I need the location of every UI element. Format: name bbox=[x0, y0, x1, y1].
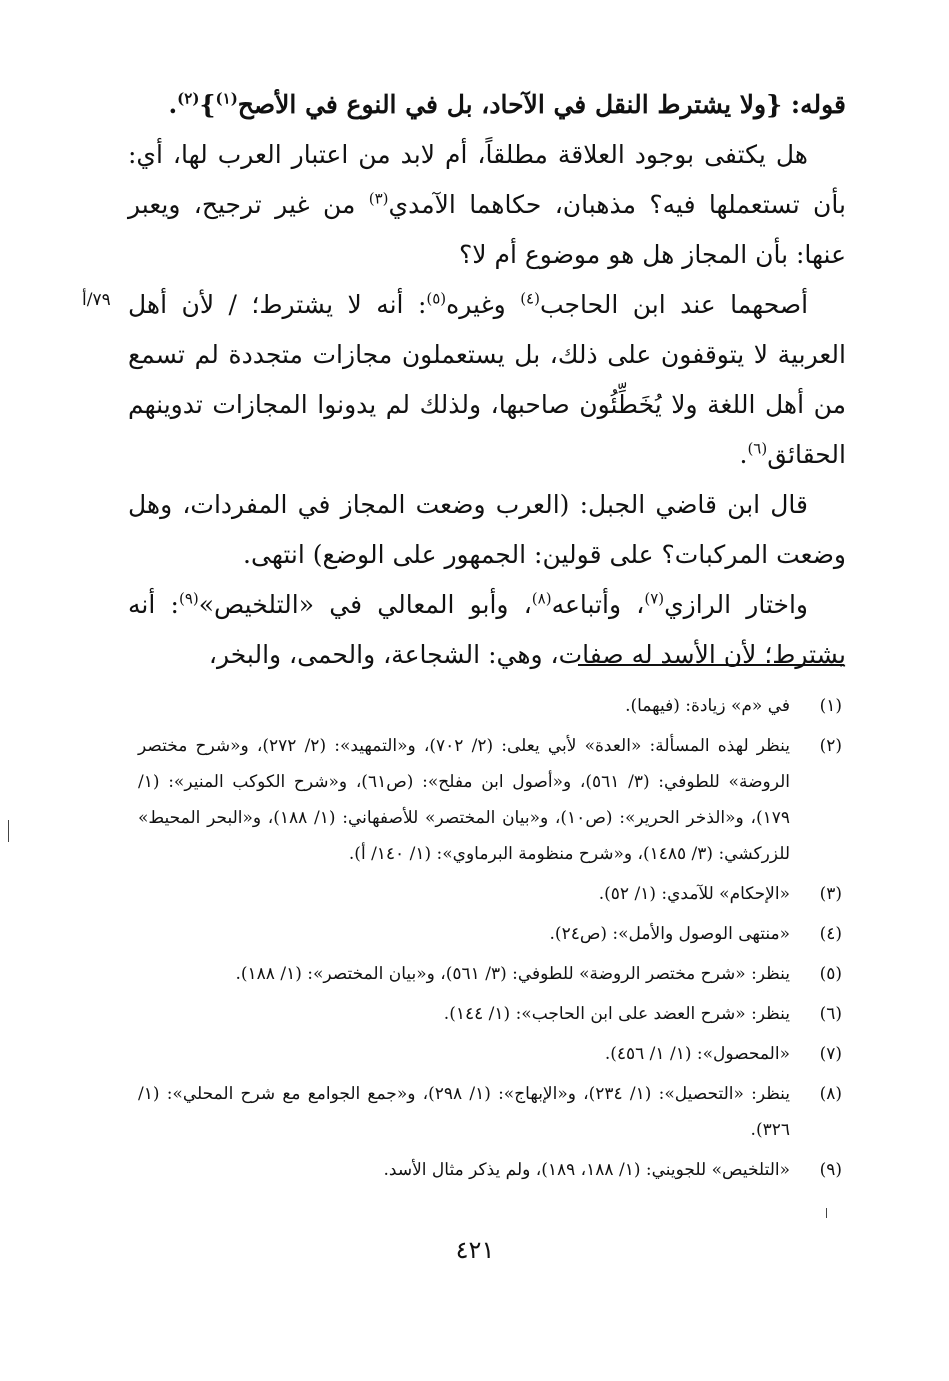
footnote-separator bbox=[578, 664, 844, 666]
footnote-item bbox=[138, 1036, 842, 1072]
heading-close: } bbox=[199, 90, 216, 119]
text-run: هل يكتفى بوجود العلاقة مطلقاً، أم لابد من اعتبار العرب لها، أي: بأن تستعملها فيه؟ مذهبان، حكاهما الآمدي bbox=[128, 140, 846, 219]
footnote-item bbox=[138, 996, 842, 1032]
text-run: ، وأبو المعالي في «التلخيص» bbox=[198, 590, 532, 619]
footnotes bbox=[138, 688, 842, 1192]
text-run: : أنه يشترط؛ لأن الأسد له صفات، وهي: الشجاعة، والحمى، والبخر، bbox=[128, 590, 846, 669]
footnote-text: ينظر: «شرح العضد على ابن الحاجب»: (١/ ١٤٤). bbox=[443, 1004, 790, 1024]
text-run: واختار الرازي bbox=[664, 590, 808, 619]
scan-edge-mark bbox=[826, 1208, 827, 1218]
footnote-number: (٩) bbox=[819, 1160, 842, 1180]
footnote-text: «الإحكام» للآمدي: (١/ ٥٢). bbox=[598, 884, 790, 904]
paragraph-3: قال ابن قاضي الجبل: (العرب وضعت المجاز في المفردات، وهل وضعت المركبات؟ على قولين: الجمهور على الوضع) انتهى. bbox=[128, 490, 846, 569]
text-run: وغيره bbox=[446, 290, 521, 319]
manuscript-folio-marker: ٧٩/أ bbox=[82, 290, 111, 310]
footnote-text: «المحصول»: (١/ ١/ ٤٥٦). bbox=[604, 1044, 790, 1064]
footnote-text: «منتهى الوصول والأمل»: (ص٢٤). bbox=[549, 924, 790, 944]
footnote-number: (٣) bbox=[819, 884, 842, 904]
text-run: . bbox=[739, 440, 748, 469]
paragraph-2 bbox=[128, 280, 846, 480]
footnote-item bbox=[138, 688, 842, 724]
text-run: أصحهما عند ابن الحاجب bbox=[539, 290, 809, 319]
paragraph-1 bbox=[128, 130, 846, 280]
footnote-number: (٧) bbox=[819, 1044, 842, 1064]
footnote-text: ينظر: «التحصيل»: (١/ ٢٣٤)، و«الإبهاج»: (١/ ٢٩٨)، و«جمع الجوامع مع شرح المحلي»: (١/ ٣٢٦). bbox=[138, 1084, 791, 1140]
main-text bbox=[128, 80, 846, 680]
text-run: ، وأتباعه bbox=[551, 590, 645, 619]
footnote-number: (٨) bbox=[819, 1084, 842, 1104]
quote-heading bbox=[128, 80, 846, 130]
heading-end: . bbox=[168, 90, 178, 119]
footnote-ref: (٨) bbox=[531, 589, 552, 608]
footnote-ref: (١) bbox=[215, 89, 238, 108]
footnote-text: في «م» زيادة: (فيهما). bbox=[625, 696, 790, 716]
scan-edge-mark bbox=[8, 820, 9, 842]
text-run: من غير ترجيح، ويعبر عنها: بأن المجاز هل هو موضوع أم لا؟ bbox=[128, 190, 846, 269]
footnote-text: «التلخيص» للجويني: (١/ ١٨٨، ١٨٩)، ولم يذكر مثال الأسد. bbox=[383, 1160, 790, 1180]
footnote-ref: (٧) bbox=[644, 589, 665, 608]
page-number: ٤٢١ bbox=[455, 1236, 495, 1264]
footnote-ref: (٦) bbox=[747, 439, 768, 458]
text-run: : أنه لا يشترط؛ / لأن أهل العربية لا يتوقفون على ذلك، بل يستعملون مجازات متجددة لم تسمع من أهل اللغة ولا يُخَطِّئُون صاحبها، ولذلك لم يدونوا المجازات تدوينهم الحقائق bbox=[128, 290, 846, 469]
footnote-item bbox=[138, 876, 842, 912]
footnote-ref: (٤) bbox=[520, 289, 540, 308]
footnote-ref: (٣) bbox=[368, 189, 389, 208]
footnote-number: (٦) bbox=[819, 1004, 842, 1024]
footnote-number: (٢) bbox=[819, 736, 842, 756]
footnote-number: (٤) bbox=[819, 924, 842, 944]
footnote-ref: (٥) bbox=[426, 289, 447, 308]
heading-text: قوله: {ولا يشترط النقل في الآحاد، بل في النوع في الأصح bbox=[237, 90, 846, 119]
footnote-item bbox=[138, 728, 842, 872]
footnote-item bbox=[138, 916, 842, 952]
footnote-ref: (٩) bbox=[178, 589, 199, 608]
footnote-number: (١) bbox=[819, 696, 842, 716]
footnote-text: ينظر: «شرح مختصر الروضة» للطوفي: (٣/ ٥٦١)، و«بيان المختصر»: (١/ ١٨٨). bbox=[235, 964, 790, 984]
footnote-text: ينظر لهذه المسألة: «العدة» لأبي يعلى: (٢/ ٧٠٢)، و«التمهيد»: (٢/ ٢٧٢)، و«شرح مختصر الروضة» للطوفي: (٣/ ٥٦١)، و«أصول ابن مفلح»: (ص٦١)، و«شرح الكوكب المنير»: (١/ ١٧٩)، و«الذخر الحرير»: (ص١٠)، و«بيان المختصر» للأصفهاني: (١/ ١٨٨)، و«البحر المحيط» للزركشي: (٣/ ١٤٨٥)، و«شرح منظومة البرماوي»: (١/ ١٤٠/ أ). bbox=[138, 736, 790, 864]
footnote-ref: (٢) bbox=[177, 89, 200, 108]
footnote-item bbox=[138, 956, 842, 992]
footnote-item bbox=[138, 1076, 842, 1148]
footnote-number: (٥) bbox=[819, 964, 842, 984]
footnote-item bbox=[138, 1152, 842, 1188]
